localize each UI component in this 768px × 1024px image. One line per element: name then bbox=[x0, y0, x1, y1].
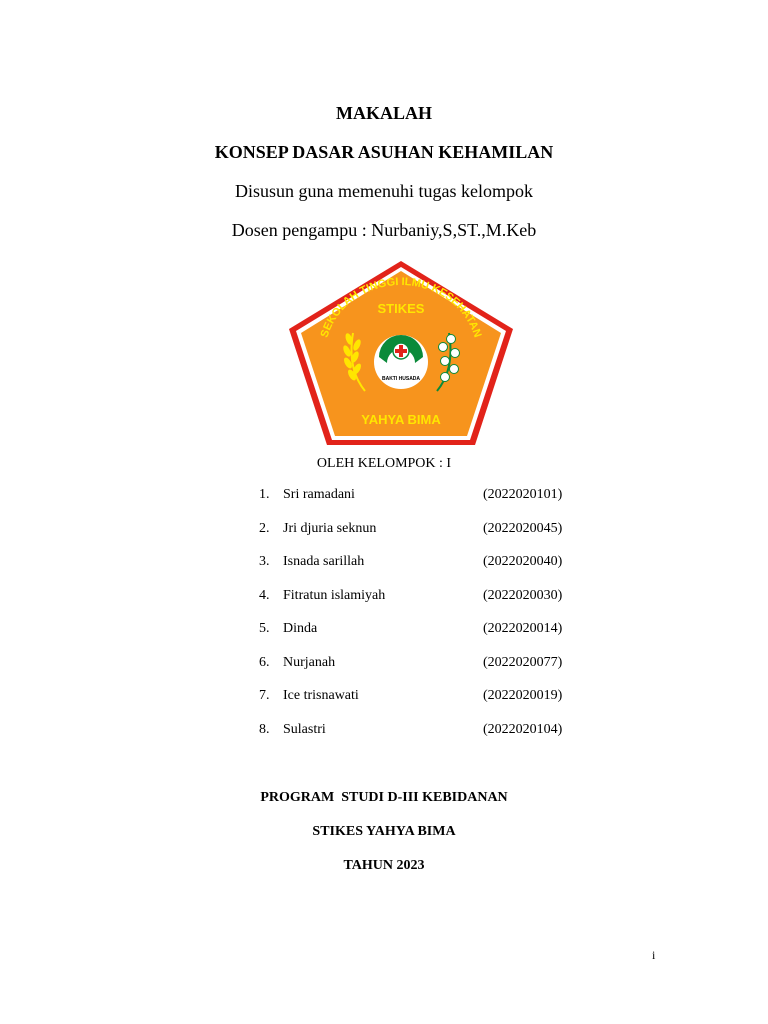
list-item bbox=[0, 521, 768, 541]
group-label: OLEH KELOMPOK : I bbox=[316, 456, 452, 471]
member-number: 1. bbox=[259, 487, 270, 502]
member-name: Isnada sarillah bbox=[283, 554, 365, 569]
member-number: 4. bbox=[259, 588, 270, 603]
bakti-husada-emblem-icon bbox=[374, 335, 428, 389]
member-number: 5. bbox=[259, 621, 270, 636]
member-name: Jri djuria seknun bbox=[283, 521, 377, 536]
lecturer-line: Dosen pengampu : Nurbaniy,S,ST.,M.Keb bbox=[231, 220, 537, 240]
stikes-logo bbox=[287, 259, 515, 449]
logo-top-text: STIKES bbox=[377, 301, 425, 316]
member-nim: (2022020014) bbox=[483, 621, 563, 636]
list-item bbox=[0, 722, 768, 742]
list-item bbox=[0, 588, 768, 608]
logo-arc-text: SEKOLAH TINGGI ILMU KESEHATAN bbox=[318, 275, 484, 340]
page-number: i bbox=[652, 948, 656, 962]
member-name: Ice trisnawati bbox=[283, 688, 359, 703]
member-number: 8. bbox=[259, 722, 270, 737]
document-title: MAKALAH bbox=[336, 103, 432, 123]
member-number: 3. bbox=[259, 554, 270, 569]
member-name: Fitratun islamiyah bbox=[283, 588, 386, 603]
member-name: Sri ramadani bbox=[283, 487, 355, 502]
member-number: 6. bbox=[259, 655, 270, 670]
logo-emblem-text: BAKTI HUSADA bbox=[381, 376, 421, 382]
document-subtitle: KONSEP DASAR ASUHAN KEHAMILAN bbox=[214, 142, 554, 162]
member-number: 2. bbox=[259, 521, 270, 536]
year-line: TAHUN 2023 bbox=[343, 858, 425, 873]
document-purpose: Disusun guna memenuhi tugas kelompok bbox=[235, 181, 533, 201]
member-nim: (2022020019) bbox=[483, 688, 563, 703]
program-line: PROGRAM STUDI D-III KEBIDANAN bbox=[260, 790, 508, 805]
member-number: 7. bbox=[259, 688, 270, 703]
list-item bbox=[0, 621, 768, 641]
member-nim: (2022020104) bbox=[483, 722, 563, 737]
member-name: Sulastri bbox=[283, 722, 326, 737]
member-nim: (2022020045) bbox=[483, 521, 563, 536]
member-nim: (2022020040) bbox=[483, 554, 563, 569]
member-name: Dinda bbox=[283, 621, 318, 636]
list-item bbox=[0, 487, 768, 507]
member-nim: (2022020101) bbox=[483, 487, 563, 502]
list-item bbox=[0, 554, 768, 574]
logo-bottom-text: YAHYA BIMA bbox=[361, 412, 441, 427]
member-nim: (2022020030) bbox=[483, 588, 563, 603]
member-nim: (2022020077) bbox=[483, 655, 563, 670]
list-item bbox=[0, 688, 768, 708]
member-name: Nurjanah bbox=[283, 655, 336, 670]
institution-line: STIKES YAHYA BIMA bbox=[312, 824, 456, 839]
list-item bbox=[0, 655, 768, 675]
